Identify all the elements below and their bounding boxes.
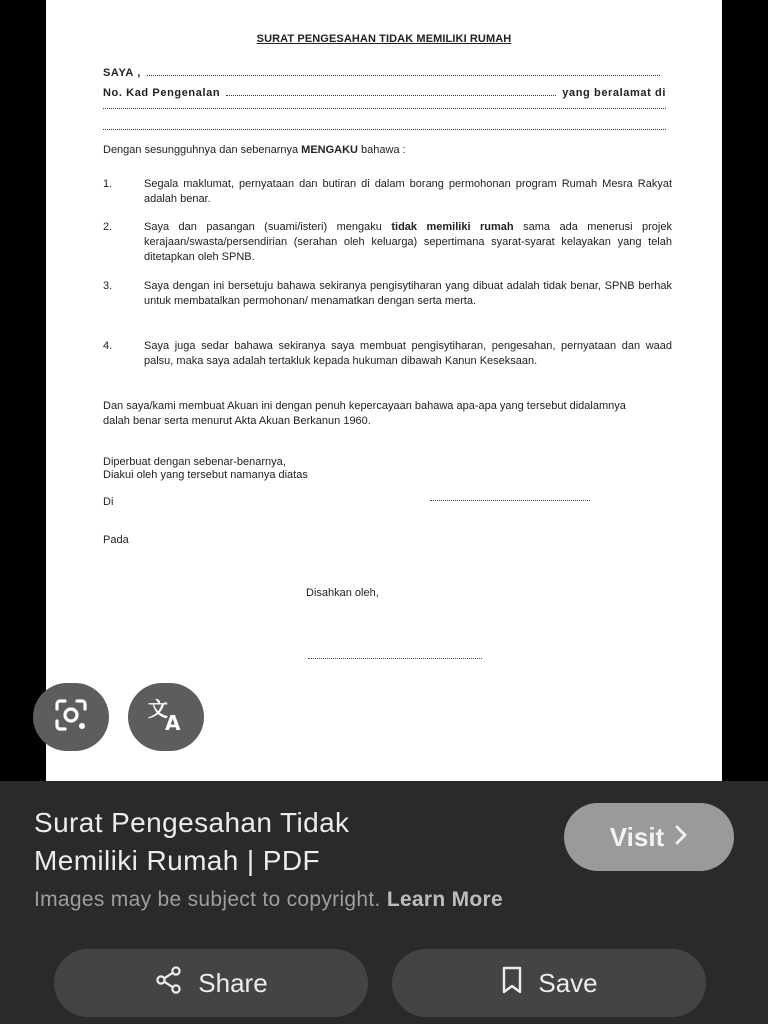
chevron-right-icon (674, 822, 688, 853)
document-title: SURAT PENGESAHAN TIDAK MEMILIKI RUMAH (256, 33, 512, 45)
bookmark-icon (500, 965, 524, 1002)
kad-tail: yang beralamat di (562, 87, 666, 99)
list-item: 4. Saya juga sedar bahawa sekiranya saya membuat pengisytiharan, pengesahan, pernyataan dan waad palsu, maka saya adalah tertakluk kepada hukuman dibawah Kanun Keseksaan. (103, 340, 672, 367)
list-item: 2. Saya dan pasangan (suami/isteri) mengaku tidak memiliki rumah sama ada menerusi projek kerajaan/swasta/persendirian (serahan oleh keluarga) sepertimana syarat-syarat kelayakan yang telah ditetapkan oleh SPNB. (103, 221, 672, 263)
address-line-1 (103, 108, 666, 109)
kad-label: No. Kad Pengenalan (103, 87, 221, 99)
signature-line (308, 658, 482, 659)
pada-label: Pada (103, 534, 129, 546)
lens-button[interactable] (33, 683, 109, 751)
intro-text: Dengan sesungguhnya dan sebenarnya MENGAKU bahawa : (103, 144, 406, 156)
made-line-1: Diperbuat dengan sebenar-benarnya, (103, 456, 286, 468)
translate-icon (145, 695, 187, 740)
list-item: 1. Segala maklumat, pernyataan dan butiran di dalam borang permohonan program Rumah Mesra Rakyat adalah benar. (103, 178, 672, 205)
svg-text:文: 文 (148, 696, 168, 721)
visit-label: Visit (609, 821, 665, 852)
lens-camera-icon (51, 695, 91, 740)
fill-line (147, 68, 660, 76)
made-line-2: Diakui oleh yang tersebut namanya diatas (103, 469, 308, 481)
share-label: Share (198, 967, 268, 998)
share-button[interactable] (54, 949, 368, 1017)
di-label: Di (103, 496, 114, 508)
translate-button[interactable] (128, 683, 204, 751)
saya-label: SAYA , (103, 67, 141, 79)
address-line-2 (103, 129, 666, 130)
save-button[interactable] (392, 949, 706, 1017)
visit-button[interactable] (564, 803, 734, 871)
learn-more-link[interactable]: Learn More (386, 888, 504, 911)
document-page[interactable] (46, 0, 722, 781)
fill-line (226, 88, 556, 96)
copyright-notice: Images may be subject to copyright. Learn More (34, 888, 504, 911)
list-item: 3. Saya dengan ini bersetuju bahawa sekiranya pengisytiharan yang dibuat adalah tidak benar, SPNB berhak untuk membatalkan permohonan/ menamatkan dengan serta merta. (103, 280, 672, 307)
disahkan-label: Disahkan oleh, (306, 587, 379, 599)
svg-text:A: A (165, 710, 181, 735)
declaration-text: Dan saya/kami membuat Akuan ini dengan penuh kepercayaan bahawa apa-apa yang tersebut didalamnya dalah benar serta menurut Akta Akuan Berkanun 1960. (103, 400, 626, 427)
save-label: Save (538, 967, 598, 998)
kad-line (103, 86, 666, 101)
saya-line (103, 66, 666, 81)
di-fill-line (430, 500, 590, 501)
share-icon (154, 965, 184, 1002)
result-title[interactable]: Surat Pengesahan Tidak Memiliki Rumah | PDF (34, 807, 350, 876)
